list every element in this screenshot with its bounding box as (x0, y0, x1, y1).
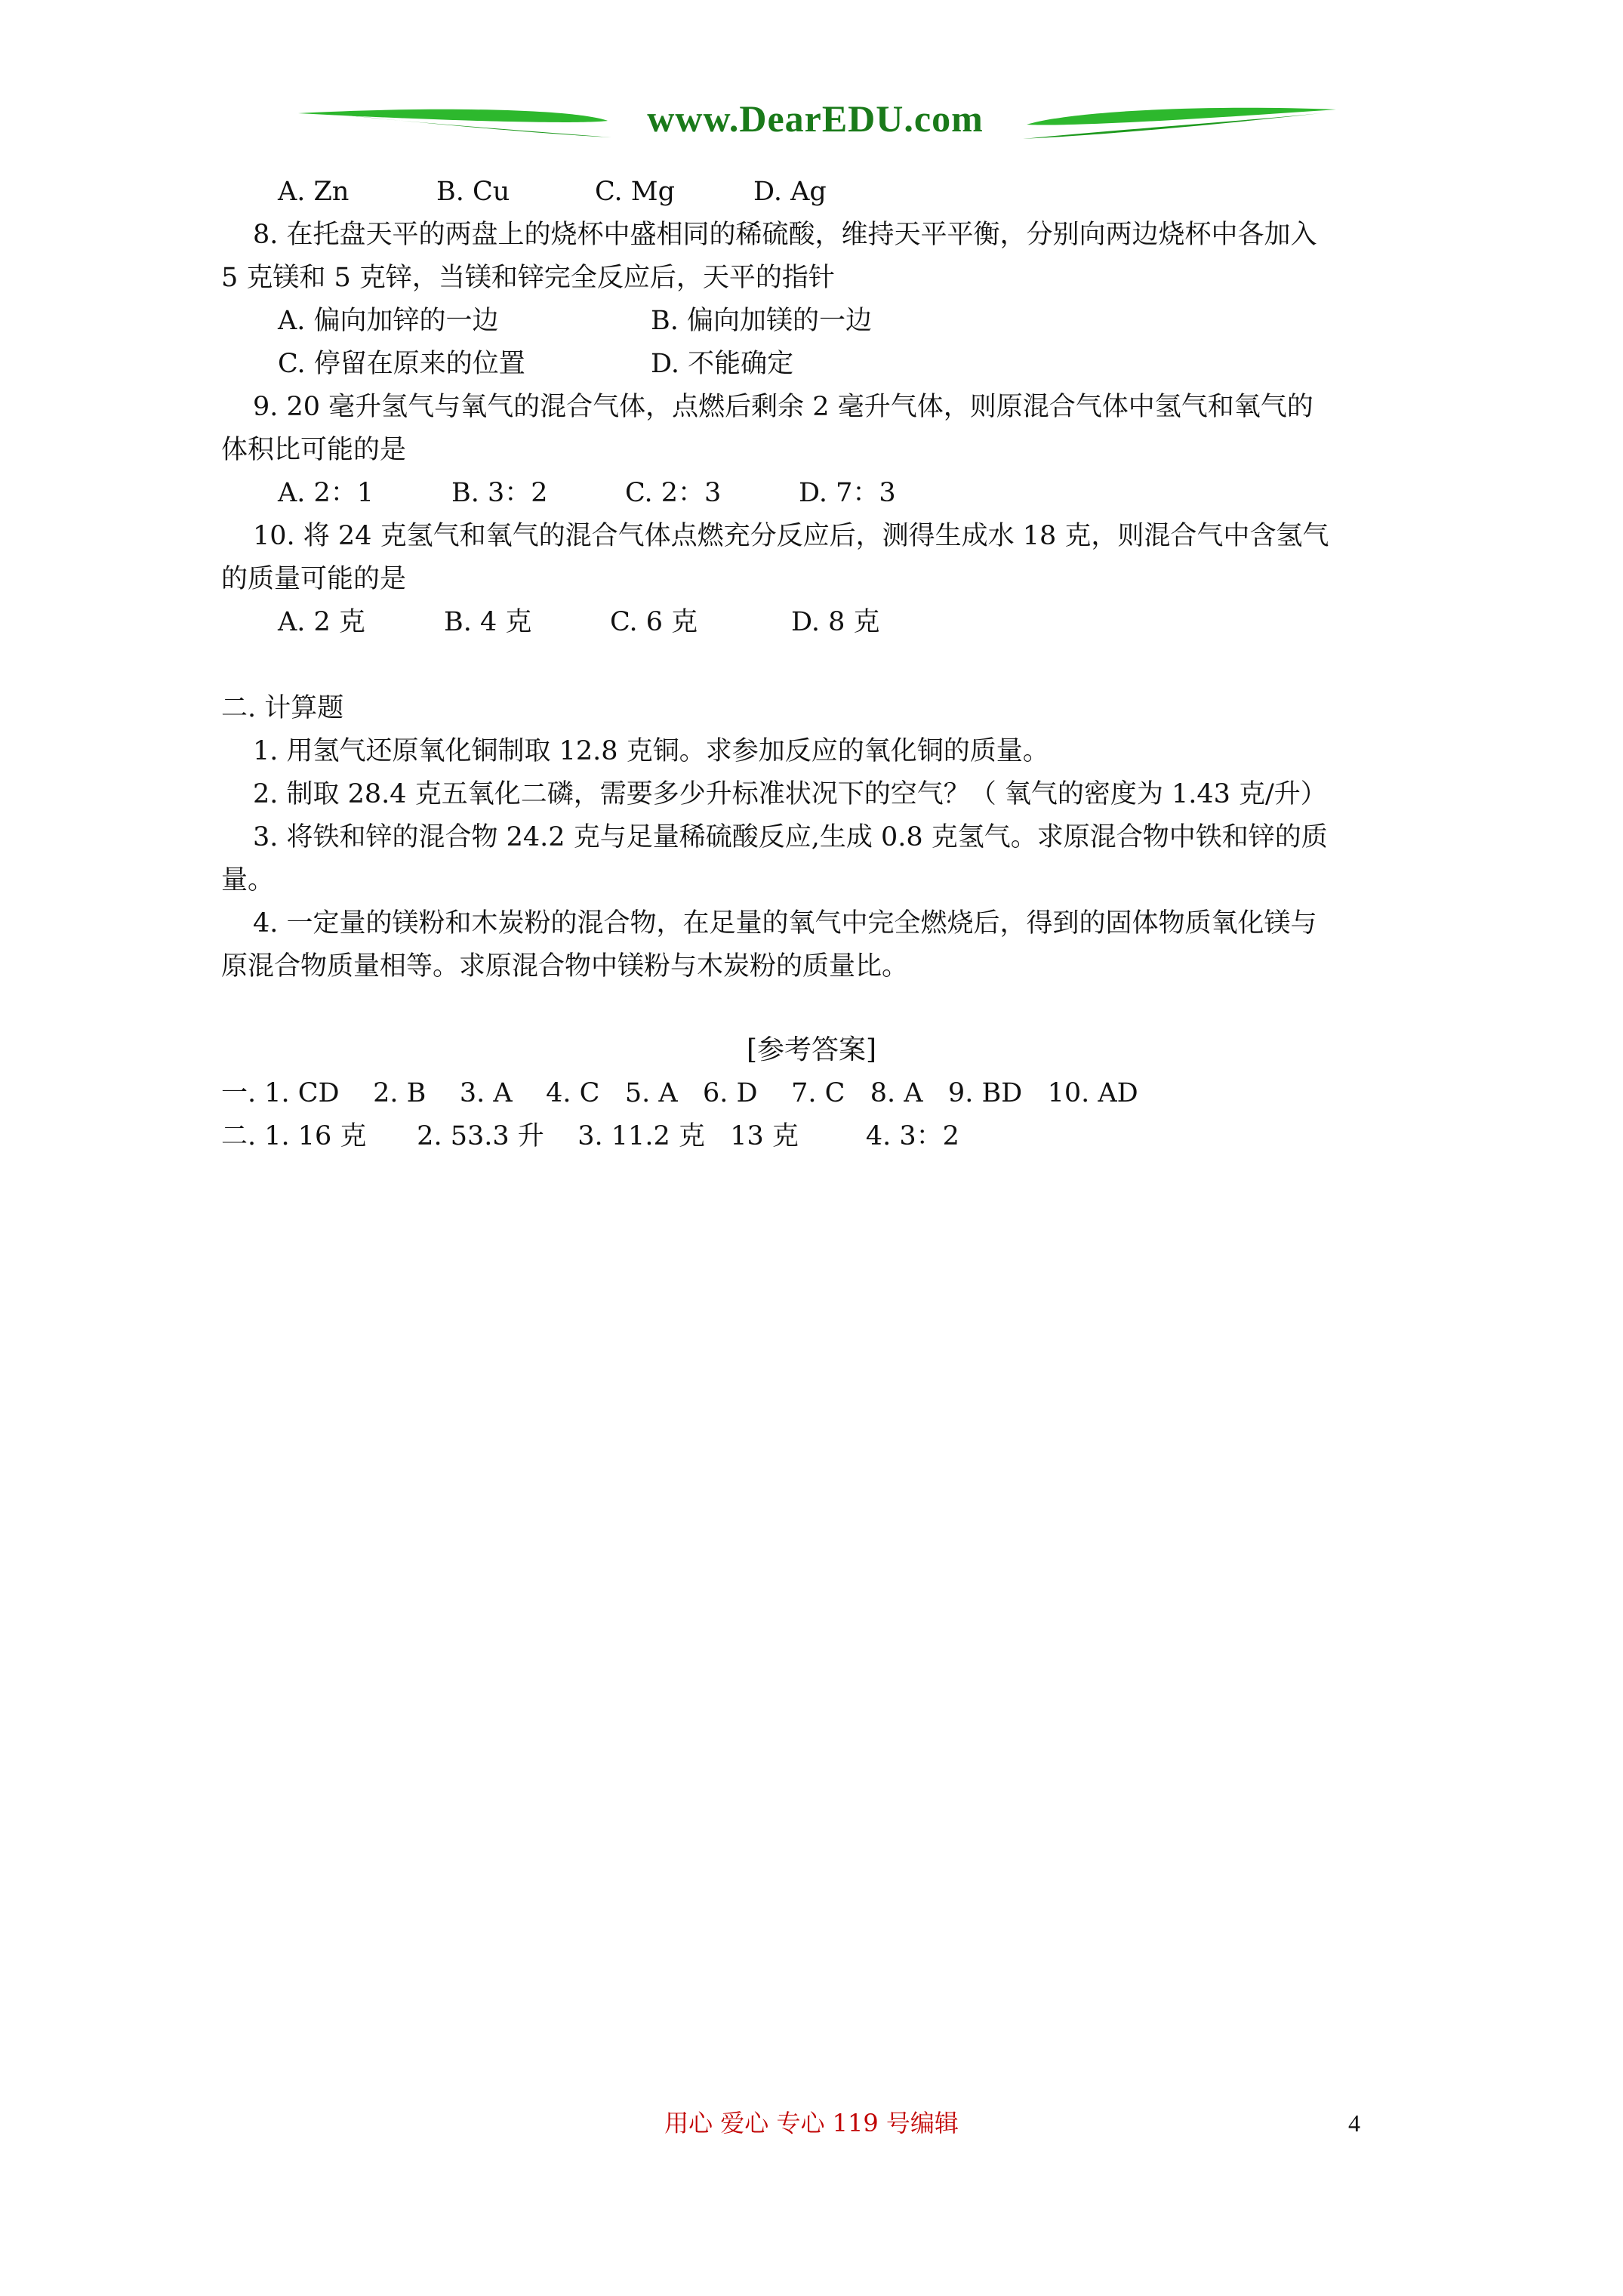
q8-text-line1: 8. 在托盘天平的两盘上的烧杯中盛相同的稀硫酸，维持天平平衡，分别向两边烧杯中各加入 (253, 220, 1317, 250)
answer-key-line1: 一. 1. CD 2. B 3. A 4. C 5. A 6. D 7. C 8. A 9. BD 10. AD (221, 1078, 1138, 1108)
q10-option-c: C. 6 克 (610, 607, 698, 637)
q10-text-line1: 10. 将 24 克氢气和氧气的混合气体点燃充分反应后，测得生成水 18 克，则混合气中含氢气 (253, 521, 1329, 551)
q9-text-line2: 体积比可能的是 (221, 435, 407, 465)
q9-option-a: A. 2：1 (278, 478, 374, 508)
calc-problem-4-line2: 原混合物质量相等。求原混合物中镁粉与木炭粉的质量比。 (221, 951, 909, 982)
q7-option-b: B. Cu (436, 177, 510, 207)
page-number: 4 (1348, 2110, 1360, 2137)
q10-option-a: A. 2 克 (278, 607, 365, 637)
q8-text-line2: 5 克镁和 5 克锌，当镁和锌完全反应后，天平的指针 (221, 263, 835, 293)
q8-option-b: B. 偏向加镁的一边 (651, 306, 872, 336)
q9-text-line1: 9. 20 毫升氢气与氧气的混合气体，点燃后剩余 2 毫升气体，则原混合气体中氢气和氧气的 (253, 392, 1313, 422)
q10-option-d: D. 8 克 (791, 607, 880, 637)
section2-heading: 二. 计算题 (221, 693, 344, 723)
q10-option-b: B. 4 克 (444, 607, 532, 637)
answer-key-title: [参考答案] (746, 1034, 877, 1065)
q10-text-line2: 的质量可能的是 (221, 564, 407, 594)
calc-problem-4-line1: 4. 一定量的镁粉和木炭粉的混合物，在足量的氧气中完全燃烧后，得到的固体物质氧化镁与 (253, 908, 1317, 938)
q9-option-d: D. 7：3 (799, 478, 896, 508)
q9-option-c: C. 2：3 (625, 478, 722, 508)
q8-option-c: C. 停留在原来的位置 (278, 349, 525, 379)
footer-editor-note: 用心 爱心 专心 119 号编辑 (664, 2109, 959, 2137)
q8-option-d: D. 不能确定 (651, 349, 794, 379)
calc-problem-1: 1. 用氢气还原氧化铜制取 12.8 克铜。求参加反应的氧化铜的质量。 (253, 736, 1049, 766)
q7-option-d: D. Ag (753, 177, 827, 207)
q7-option-a: A. Zn (278, 177, 350, 207)
q7-option-c: C. Mg (595, 177, 676, 207)
header-logo (291, 91, 1340, 159)
calc-problem-2: 2. 制取 28.4 克五氧化二磷，需要多少升标准状况下的空气？（ 氧气的密度为 1.43 克/升） (253, 779, 1327, 809)
q9-option-b: B. 3：2 (451, 478, 548, 508)
q8-option-a: A. 偏向加锌的一边 (278, 306, 499, 336)
answer-key-line2: 二. 1. 16 克 2. 53.3 升 3. 11.2 克 13 克 4. 3：2 (221, 1121, 959, 1151)
site-logo-text[interactable]: www.DearEDU.com (647, 97, 984, 140)
calc-problem-3-line1: 3. 将铁和锌的混合物 24.2 克与足量稀硫酸反应,生成 0.8 克氢气。求原混合物中铁和锌的质 (253, 822, 1328, 852)
calc-problem-3-line2: 量。 (221, 865, 275, 895)
